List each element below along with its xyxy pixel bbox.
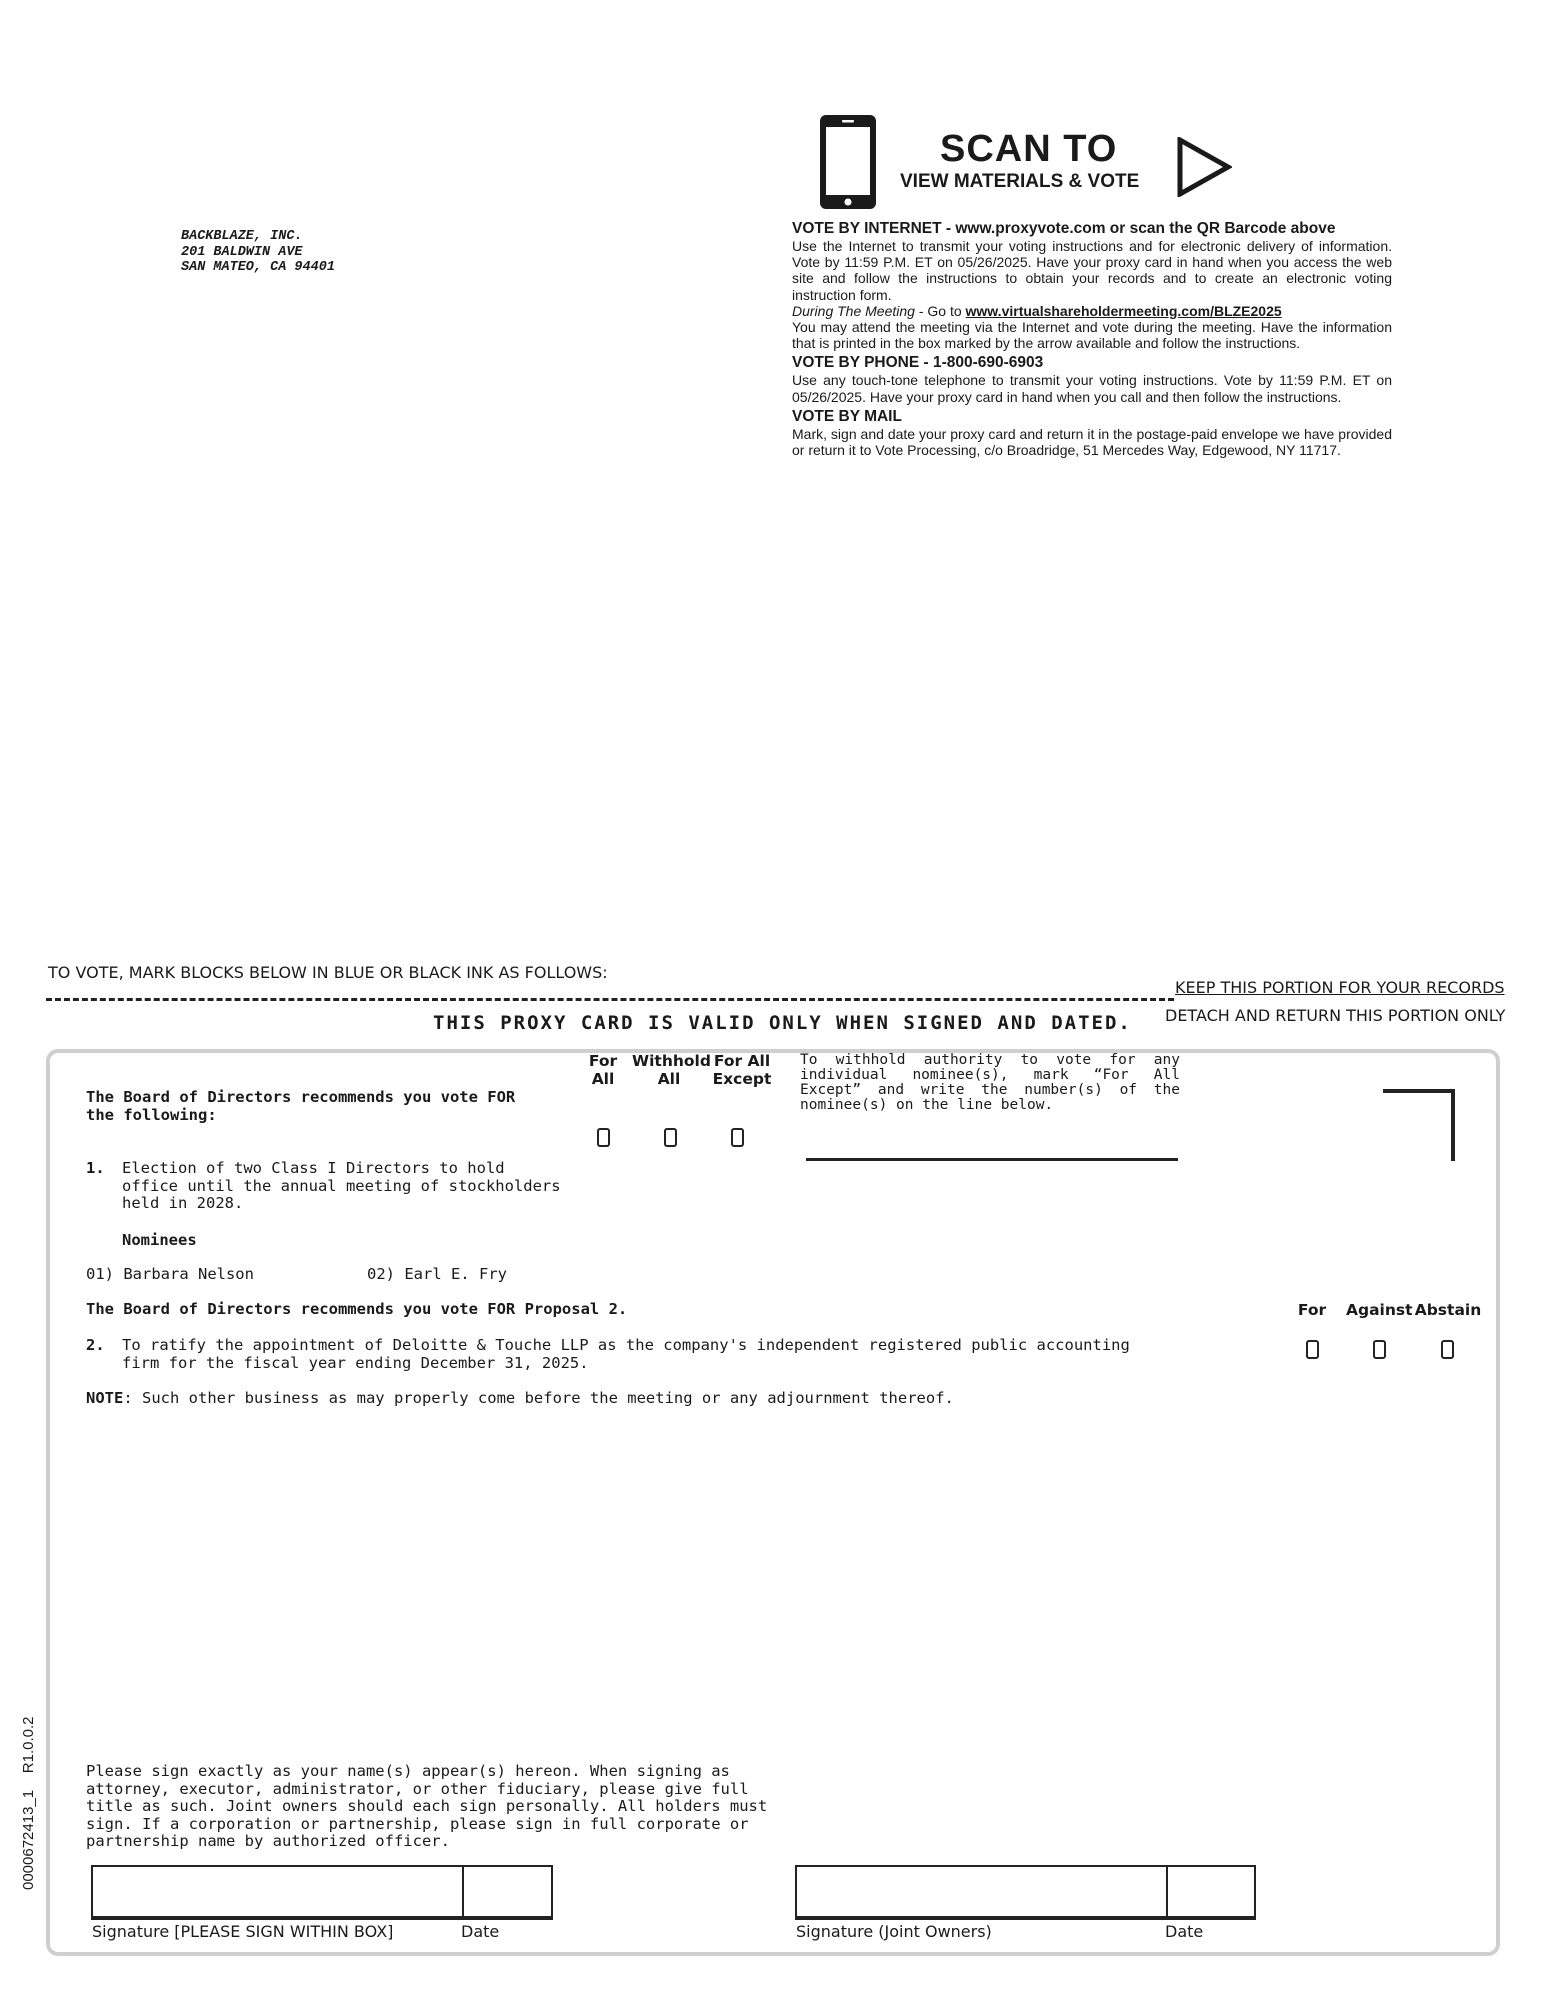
col-for-all-l2: All xyxy=(591,1070,615,1088)
signing-instructions xyxy=(86,1763,767,1851)
board-rec1-line1: The Board of Directors recommends you vote FOR xyxy=(86,1088,516,1106)
item1-number: 1. xyxy=(86,1159,105,1177)
scan-title: SCAN TO xyxy=(940,128,1118,170)
withhold-note-l1: To withhold authority to vote for any xyxy=(800,1052,1180,1068)
col-for-all xyxy=(578,1052,628,1088)
meeting-label: During The Meeting xyxy=(792,302,915,319)
date-label-2: Date xyxy=(1165,1922,1204,1941)
nominee-2: 02) Earl E. Fry xyxy=(367,1265,507,1283)
col-for: For xyxy=(1297,1301,1327,1319)
to-vote-instruction: TO VOTE, MARK BLOCKS BELOW IN BLUE OR BLACK INK AS FOLLOWS: xyxy=(48,963,608,982)
phone-heading: VOTE BY PHONE - 1-800-690-6903 xyxy=(792,354,1044,372)
item2-number: 2. xyxy=(86,1336,105,1354)
col-withhold-l2: All xyxy=(657,1070,681,1088)
checkbox-for-all-except[interactable] xyxy=(731,1128,744,1147)
date-field-1[interactable] xyxy=(463,1867,551,1916)
voting-instructions xyxy=(792,217,1392,458)
signature-label-2: Signature (Joint Owners) xyxy=(796,1922,992,1941)
detach-line xyxy=(46,998,1174,1001)
checkbox-proposal2-abstain[interactable] xyxy=(1441,1340,1454,1359)
col-withhold-all xyxy=(632,1052,711,1088)
side-document-code: 0000672413_1 R1.0.0.2 xyxy=(20,1716,37,1890)
sign-line2: attorney, executor, administrator, or other fiduciary, please give full xyxy=(86,1779,749,1798)
except-nominee-line[interactable] xyxy=(806,1158,1178,1161)
board-rec1-line2: the following: xyxy=(86,1105,217,1124)
meeting-line xyxy=(792,303,1392,319)
checkbox-withhold-all[interactable] xyxy=(664,1128,677,1147)
item2-line1: To ratify the appointment of Deloitte & Touche LLP as the company's independent registered public accounting xyxy=(122,1336,1130,1354)
note-text: : Such other business as may properly come before the meeting or any adjournment thereof. xyxy=(123,1389,954,1407)
internet-heading: VOTE BY INTERNET - www.proxyvote.com or scan the QR Barcode above xyxy=(792,220,1336,237)
mail-text: Mark, sign and date your proxy card and return it in the postage-paid envelope we have provided or return it to Vote Processing, c/o Broadridge, 51 Mercedes Way, Edgewood, NY 11717. xyxy=(792,425,1392,459)
play-arrow-icon xyxy=(1177,137,1232,197)
nominees-label: Nominees xyxy=(122,1231,197,1249)
checkbox-proposal2-against[interactable] xyxy=(1373,1340,1386,1359)
col-for-all-except xyxy=(710,1052,774,1088)
street-address: 201 BALDWIN AVE xyxy=(181,244,303,260)
nominee-1: 01) Barbara Nelson xyxy=(86,1265,254,1283)
signature-field-1[interactable] xyxy=(93,1867,459,1916)
date-field-2[interactable] xyxy=(1167,1867,1254,1916)
item2-line2: firm for the fiscal year ending December 31, 2025. xyxy=(122,1353,589,1372)
keep-portion-label: KEEP THIS PORTION FOR YOUR RECORDS xyxy=(1175,978,1505,997)
meeting-link[interactable]: www.virtualshareholdermeeting.com/BLZE2025 xyxy=(965,302,1282,319)
withhold-note-l4: nominee(s) on the line below. xyxy=(800,1097,1054,1113)
item1-line3: held in 2028. xyxy=(122,1194,244,1212)
checkbox-for-all[interactable] xyxy=(597,1128,610,1147)
meeting-goto: - Go to xyxy=(914,302,966,319)
item1-text xyxy=(122,1160,561,1213)
col-for-all-l1: For xyxy=(588,1052,618,1070)
col-withhold-l1: Withhold xyxy=(632,1052,711,1070)
checkbox-proposal2-for[interactable] xyxy=(1306,1340,1319,1359)
control-number-corner-mark xyxy=(1383,1089,1455,1161)
city-address: SAN MATEO, CA 94401 xyxy=(181,260,335,275)
meeting-text: You may attend the meeting via the Internet and vote during the meeting. Have the information that is printed in the box marked by the arrow available and follow the instructions. xyxy=(792,319,1392,352)
company-name: BACKBLAZE, INC. xyxy=(181,229,303,244)
date-label-1: Date xyxy=(461,1922,500,1941)
item1-line1: Election of two Class I Directors to hold xyxy=(122,1159,505,1177)
note xyxy=(86,1390,954,1408)
sign-line4: sign. If a corporation or partnership, please sign in full corporate or xyxy=(86,1814,749,1833)
mail-heading: VOTE BY MAIL xyxy=(792,407,902,425)
phone-text: Use any touch-tone telephone to transmit your voting instructions. Vote by 11:59 P.M. ET on 05/26/2025. Have your proxy card in hand when you call and then follow the instructions. xyxy=(792,372,1392,405)
col-except-l1: For All xyxy=(713,1052,771,1070)
withhold-note-l2: individual nominee(s), mark “For All xyxy=(800,1067,1180,1083)
board-recommendation-1 xyxy=(86,1089,515,1124)
withhold-note xyxy=(800,1053,1180,1113)
phone-icon xyxy=(818,113,878,211)
col-abstain: Abstain xyxy=(1414,1301,1482,1319)
sign-line3: title as such. Joint owners should each sign personally. All holders must xyxy=(86,1797,768,1815)
internet-text: Use the Internet to transmit your voting instructions and for electronic delivery of information. Vote by 11:59 P.M. ET on 05/26/2025. Have your proxy card in hand when you access the web site and follow the instructions to obtain your records and to create an electronic voting instruction form. xyxy=(792,238,1392,303)
sign-line1: Please sign exactly as your name(s) appear(s) hereon. When signing as xyxy=(86,1762,730,1780)
sign-line5: partnership name by authorized officer. xyxy=(86,1832,450,1850)
scan-subtitle: VIEW MATERIALS & VOTE xyxy=(900,171,1140,192)
signature-label-1: Signature [PLEASE SIGN WITHIN BOX] xyxy=(92,1922,394,1941)
item2-text xyxy=(122,1337,1130,1372)
col-against: Against xyxy=(1346,1301,1413,1319)
mailing-address xyxy=(181,229,335,276)
detach-return-label: DETACH AND RETURN THIS PORTION ONLY xyxy=(1165,1006,1506,1025)
note-label: NOTE xyxy=(86,1389,124,1407)
signature-field-2[interactable] xyxy=(797,1867,1163,1916)
valid-notice: THIS PROXY CARD IS VALID ONLY WHEN SIGNED AND DATED. xyxy=(433,1012,1132,1034)
col-except-l2: Except xyxy=(712,1070,772,1088)
board-recommendation-2: The Board of Directors recommends you vote FOR Proposal 2. xyxy=(86,1300,628,1318)
item1-line2: office until the annual meeting of stockholders xyxy=(122,1176,561,1195)
withhold-note-l3: Except” and write the number(s) of the xyxy=(800,1082,1180,1098)
